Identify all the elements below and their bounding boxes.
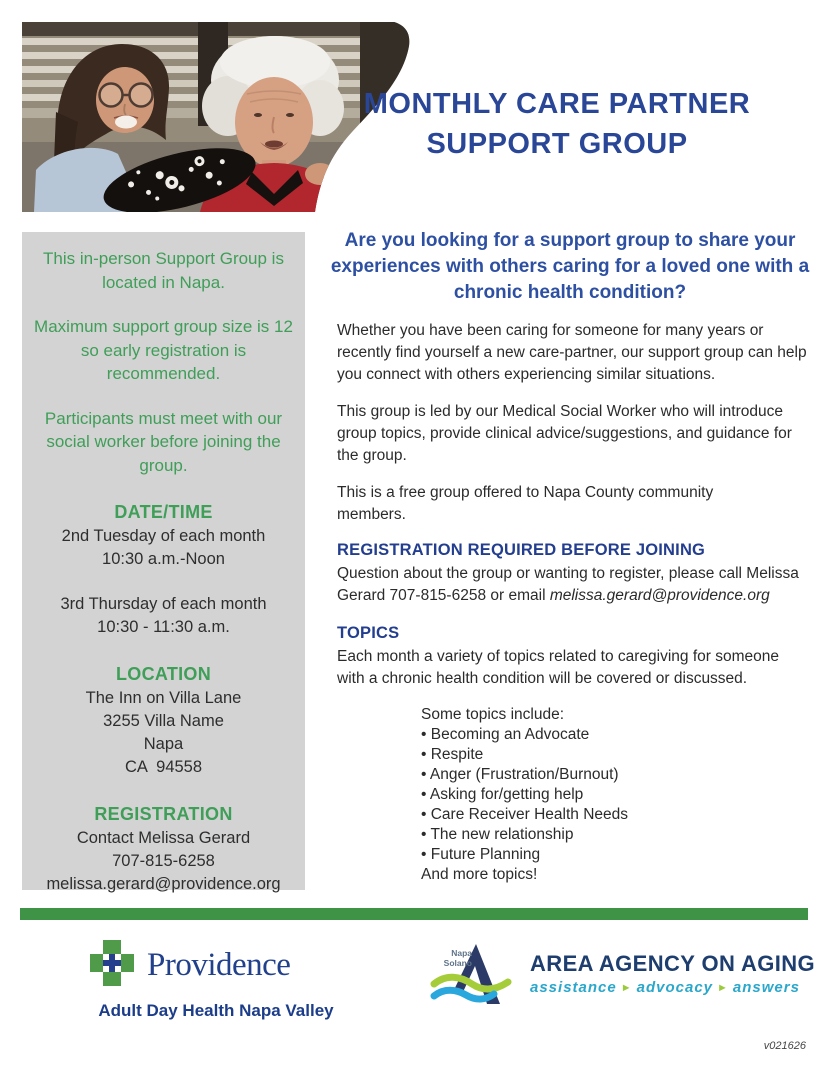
topics-heading: TOPICS bbox=[337, 624, 400, 642]
providence-logo bbox=[90, 940, 342, 1021]
datetime-line: 10:30 a.m.-Noon bbox=[102, 550, 225, 568]
intro-question: Are you looking for a support group to share your experiences with others caring for a loved one with a chronic health condition? bbox=[330, 230, 810, 303]
location-line: The Inn on Villa Lane bbox=[85, 689, 242, 707]
registration-contact: Contact Melissa Gerard bbox=[76, 829, 251, 847]
paragraph-free: This is a free group offered to Napa County community members. bbox=[337, 484, 714, 523]
registration-email: melissa.gerard@providence.org bbox=[46, 875, 281, 893]
paragraph-leader: This group is led by our Medical Social Worker who will introduce group topics, provide clinical advice/suggestions, and guidance for the group. bbox=[337, 403, 792, 464]
registration-instructions bbox=[337, 563, 807, 607]
area-agency-mark-icon bbox=[430, 942, 522, 1008]
topic-item: • Becoming an Advocate bbox=[421, 725, 810, 745]
datetime-line: 10:30 - 11:30 a.m. bbox=[97, 618, 230, 636]
sidebar-note-location: This in-person Support Group is located in Napa. bbox=[43, 249, 284, 292]
topic-item: • The new relationship bbox=[421, 825, 810, 845]
datetime-line: 3rd Thursday of each month bbox=[60, 595, 267, 613]
location-heading: LOCATION bbox=[115, 664, 212, 684]
version-label: v021626 bbox=[763, 1040, 806, 1052]
area-agency-name: AREA AGENCY ON AGING bbox=[530, 951, 816, 976]
registration-required-heading: REGISTRATION REQUIRED BEFORE JOINING bbox=[337, 541, 706, 559]
location-line: 3255 Villa Name bbox=[103, 712, 224, 730]
providence-wordmark: Providence bbox=[147, 947, 291, 983]
registration-email-text: melissa.gerard@providence.org bbox=[549, 587, 770, 604]
registration-phone: 707-815-6258 bbox=[112, 852, 215, 870]
topics-list bbox=[421, 705, 810, 885]
datetime-heading: DATE/TIME bbox=[114, 502, 213, 522]
location-line: CA 94558 bbox=[124, 758, 203, 776]
area-agency-tagline bbox=[530, 979, 815, 996]
area-agency-region-label bbox=[430, 949, 472, 968]
divider-bar bbox=[20, 908, 808, 920]
region-napa: Napa bbox=[451, 948, 472, 958]
sidebar-note-participants: Participants must meet with our social worker before joining the group. bbox=[44, 408, 283, 475]
topics-intro: Some topics include: bbox=[421, 706, 565, 723]
registration-heading: REGISTRATION bbox=[94, 804, 233, 824]
tagline-assistance: assistance bbox=[530, 979, 617, 996]
topics-outro: And more topics! bbox=[421, 866, 538, 883]
providence-cross-icon bbox=[90, 940, 134, 991]
topic-item: • Asking for/getting help bbox=[421, 785, 810, 805]
area-agency-logo bbox=[430, 942, 815, 1008]
info-sidebar bbox=[22, 232, 305, 893]
paragraph-overview: Whether you have been caring for someone for many years or recently find yourself a new care-partner, our support group can help you connect with others experiencing similar situations. bbox=[337, 322, 807, 383]
tagline-advocacy: advocacy bbox=[636, 979, 714, 996]
topic-item: • Anger (Frustration/Burnout) bbox=[421, 765, 810, 785]
topic-item: • Care Receiver Health Needs bbox=[421, 805, 810, 825]
tagline-arrow-icon: ► bbox=[717, 982, 729, 994]
tagline-arrow-icon: ► bbox=[620, 982, 633, 994]
datetime-line: 2nd Tuesday of each month bbox=[61, 527, 266, 545]
location-line: Napa bbox=[143, 735, 184, 753]
topic-item: • Future Planning bbox=[421, 845, 810, 865]
page-title: MONTHLY CARE PARTNER SUPPORT GROUP bbox=[363, 88, 751, 160]
providence-subtitle: Adult Day Health Napa Valley bbox=[98, 1001, 334, 1020]
topic-item: • Respite bbox=[421, 745, 810, 765]
registration-instructions-text: Question about the group or wanting to register, please call Melissa Gerard 707-815-6258 or email bbox=[337, 565, 799, 604]
tagline-answers: answers bbox=[732, 979, 800, 996]
sidebar-note-size: Maximum support group size is 12 so early registration is recommended. bbox=[34, 317, 293, 383]
main-content bbox=[330, 228, 810, 885]
region-solano: Solano bbox=[443, 957, 472, 968]
topics-description: Each month a variety of topics related to caregiving for someone with a chronic health condition will be covered or discussed. bbox=[337, 648, 779, 687]
